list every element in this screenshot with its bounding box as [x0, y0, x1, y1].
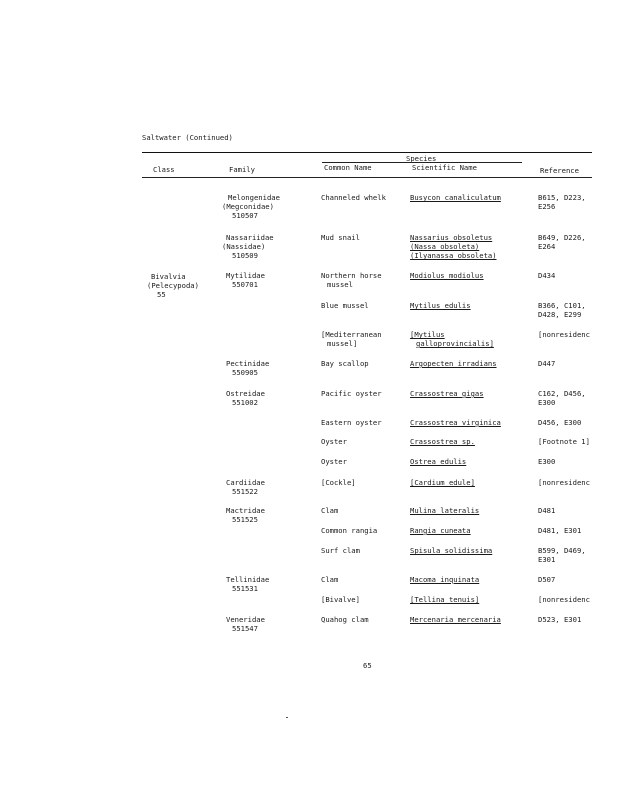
family-cell-line: Cardiidae [226, 478, 265, 487]
reference-line: D434 [538, 271, 556, 280]
common-name-line: [Bivalve] [321, 595, 360, 604]
common-name-line: Bay scallop [321, 359, 369, 368]
scientific-name-line: Crassostrea gigas [410, 389, 484, 398]
column-header-common-name: Common Name [324, 163, 372, 172]
common-name-line: Channeled whelk [321, 193, 386, 202]
reference-line: [Footnote 1] [538, 437, 590, 446]
table-title: Saltwater (Continued) [142, 133, 233, 142]
common-name-line: mussel] [327, 339, 358, 348]
class-cell-line: 55 [157, 290, 166, 299]
column-header-class: Class [153, 165, 175, 174]
scientific-name-line: Ostrea edulis [410, 457, 467, 466]
reference-line: D447 [538, 359, 556, 368]
family-cell-line: Nassariidae [226, 233, 274, 242]
reference-line: D523, E301 [538, 615, 582, 624]
reference-line: [nonresidenc [538, 330, 590, 339]
scientific-name-line: Crassostrea virginica [410, 418, 501, 427]
reference-line: B599, D469, [538, 546, 586, 555]
common-name-line: Eastern oyster [321, 418, 382, 427]
table-top-rule [142, 152, 592, 153]
common-name-line: Common rangia [321, 526, 378, 535]
reference-line: D456, E300 [538, 418, 582, 427]
family-cell-line: 550905 [232, 368, 258, 377]
column-header-scientific-name: Scientific Name [412, 163, 477, 172]
reference-line: B649, D226, [538, 233, 586, 242]
common-name-line: Oyster [321, 437, 347, 446]
scientific-name-line: Mulina lateralis [410, 506, 480, 515]
common-name-line: Oyster [321, 457, 347, 466]
scientific-name-line: Rangia cuneata [410, 526, 471, 535]
scientific-name-line: Nassarius obsoletus [410, 233, 493, 242]
scientific-name-line: Mytilus edulis [410, 301, 471, 310]
family-cell-line: 551002 [232, 398, 258, 407]
family-cell-line: (Megconidae) [222, 202, 274, 211]
reference-line: D481 [538, 506, 556, 515]
scientific-name-line: Mercenaria mercenaria [410, 615, 501, 624]
common-name-line: Blue mussel [321, 301, 369, 310]
common-name-line: Surf clam [321, 546, 360, 555]
scientific-name-line: Modiolus modiolus [410, 271, 484, 280]
family-cell-line: Pectinidae [226, 359, 270, 368]
common-name-line: Quahog clam [321, 615, 369, 624]
species-group-heading: Species [406, 154, 437, 163]
family-cell-line: 551522 [232, 487, 258, 496]
family-cell-line: 551531 [232, 584, 258, 593]
scan-speck [286, 717, 288, 718]
reference-line: E300 [538, 398, 556, 407]
scientific-name-line: [Mytilus [410, 330, 445, 339]
family-cell-line: Ostreidae [226, 389, 265, 398]
common-name-line: [Mediterranean [321, 330, 382, 339]
column-header-reference: Reference [540, 166, 579, 175]
family-cell-line: 510507 [232, 211, 258, 220]
family-cell-line: 510509 [232, 251, 258, 260]
class-cell-line: Bivalvia [151, 272, 186, 281]
reference-line: E256 [538, 202, 556, 211]
column-header-family: Family [229, 165, 255, 174]
common-name-line: Clam [321, 506, 339, 515]
reference-line: [nonresidenc [538, 595, 590, 604]
common-name-line: mussel [327, 280, 353, 289]
scientific-name-line: [Cardium edule] [410, 478, 475, 487]
reference-line: D481, E301 [538, 526, 582, 535]
family-cell-line: Tellinidae [226, 575, 270, 584]
reference-line: B615, D223, [538, 193, 586, 202]
class-cell-line: (Pelecypoda) [147, 281, 199, 290]
scientific-name-line: Macoma inquinata [410, 575, 480, 584]
reference-line: C162, D456, [538, 389, 586, 398]
reference-line: D507 [538, 575, 556, 584]
common-name-line: Pacific oyster [321, 389, 382, 398]
family-cell-line: (Nassidae) [222, 242, 266, 251]
scientific-name-line: Spisula solidissima [410, 546, 493, 555]
common-name-line: Mud snail [321, 233, 360, 242]
family-cell-line: Melongenidae [228, 193, 280, 202]
scientific-name-line: [Tellina tenuis] [410, 595, 480, 604]
reference-line: E264 [538, 242, 556, 251]
page-number: 65 [363, 661, 372, 670]
common-name-line: Clam [321, 575, 339, 584]
scientific-name-line: Argopecten irradians [410, 359, 497, 368]
scientific-name-line: galloprovincialis] [416, 339, 494, 348]
reference-line: B366, C101, [538, 301, 586, 310]
family-cell-line: 551547 [232, 624, 258, 633]
family-cell-line: Mytilidae [226, 271, 265, 280]
reference-line: E301 [538, 555, 556, 564]
scientific-name-line: Crassostrea sp. [410, 437, 475, 446]
common-name-line: Northern horse [321, 271, 382, 280]
family-cell-line: Mactridae [226, 506, 265, 515]
scientific-name-line: (Nassa obsoleta) [410, 242, 480, 251]
header-bottom-rule [142, 177, 592, 178]
reference-line: [nonresidenc [538, 478, 590, 487]
scientific-name-line: (Ilyanassa obsoleta) [410, 251, 497, 260]
reference-line: D428, E299 [538, 310, 582, 319]
reference-line: E300 [538, 457, 556, 466]
common-name-line: [Cockle] [321, 478, 356, 487]
family-cell-line: 551525 [232, 515, 258, 524]
family-cell-line: Veneridae [226, 615, 265, 624]
scientific-name-line: Busycon canaliculatum [410, 193, 501, 202]
family-cell-line: 550701 [232, 280, 258, 289]
